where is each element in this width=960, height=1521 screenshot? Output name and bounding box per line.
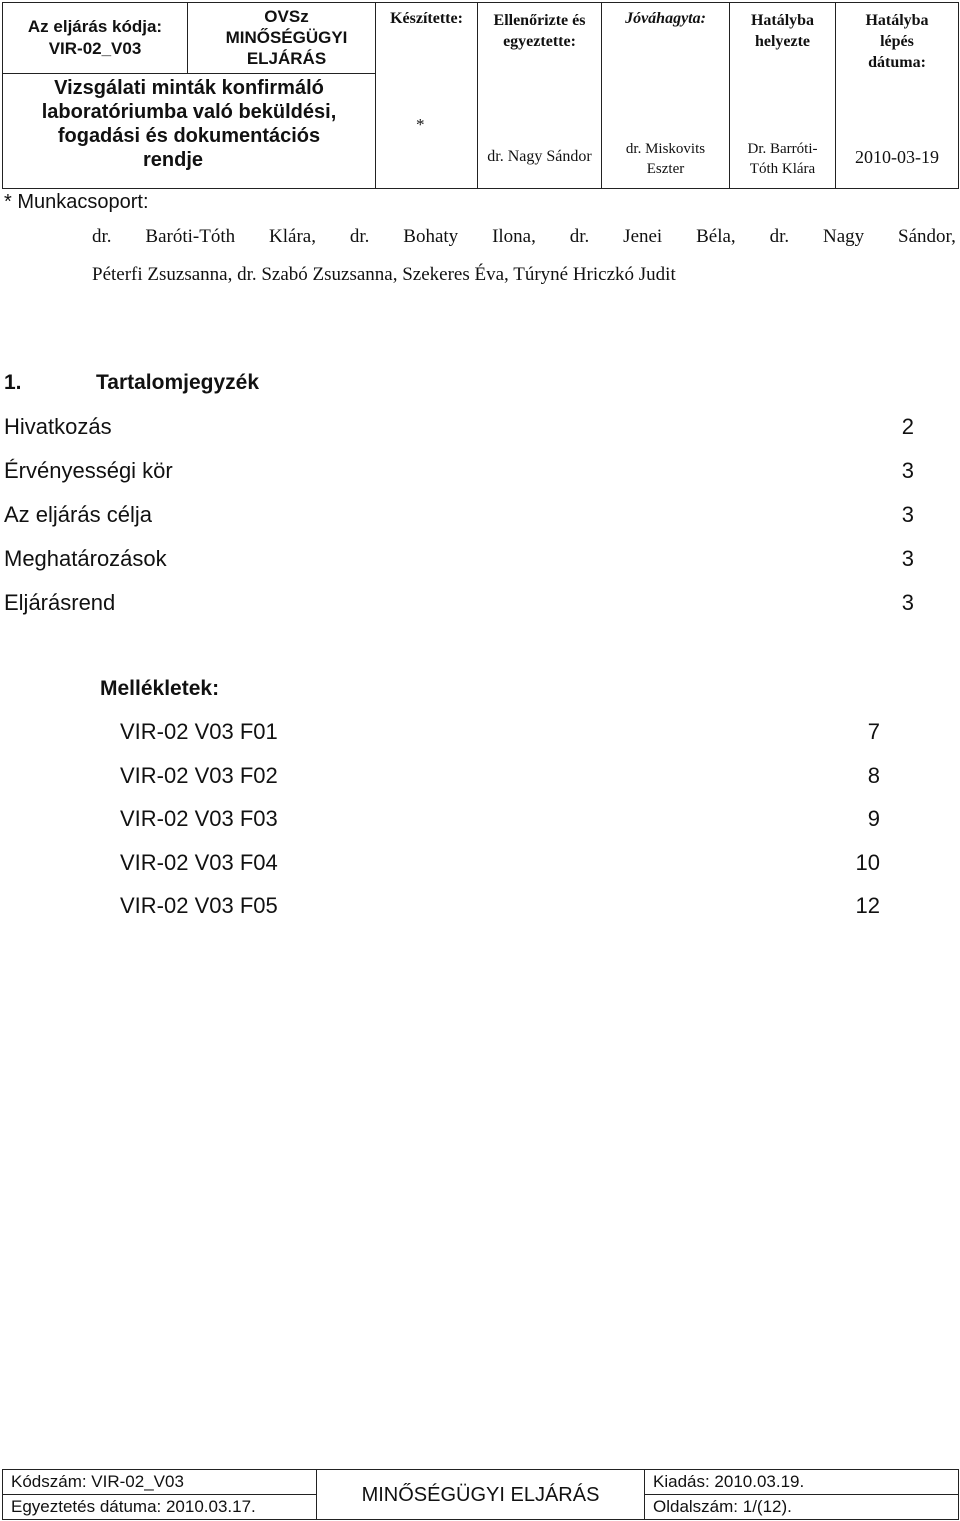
appendix-item[interactable] — [120, 850, 880, 876]
prepared-label: Készítette: — [390, 10, 463, 27]
code-cell — [3, 3, 188, 74]
toc-item-label: Érvényességi kör — [4, 458, 173, 483]
title-line-4: rendje — [143, 149, 204, 171]
appendix-item-label: VIR-02 V03 F03 — [120, 806, 278, 831]
title-line-3: fogadási és dokumentációs — [57, 125, 321, 147]
appendix-item[interactable] — [120, 893, 880, 919]
toc-heading-number: 1. — [4, 371, 22, 394]
workgroup-word: dr. — [349, 226, 370, 247]
appendix-item[interactable] — [120, 719, 880, 745]
toc-item-label: Meghatározások — [4, 546, 167, 571]
approved-label: Jóváhagyta: — [625, 10, 706, 27]
workgroup-word: Baróti-Tóth — [145, 226, 236, 247]
appendix-item-label: VIR-02 V03 F04 — [120, 849, 278, 875]
title-cell — [3, 74, 376, 189]
toc-heading: Tartalomjegyzék — [96, 371, 260, 394]
footer-code: Kódszám: VIR-02_V03 — [3, 1470, 317, 1495]
approved-value-2: Eszter — [646, 161, 685, 177]
code-label: Az eljárás kódja: — [27, 17, 163, 36]
toc-item[interactable] — [4, 458, 914, 484]
toc-item-label: Az eljárás célja — [4, 502, 152, 527]
appendix-item[interactable] — [120, 806, 880, 832]
date-label-1: Hatályba — [865, 12, 929, 29]
org-line-1: OVSz — [264, 7, 309, 26]
workgroup-names-line-1 — [92, 226, 956, 248]
checked-label-2: egyeztette: — [503, 33, 576, 50]
toc-item-page: 3 — [901, 502, 914, 527]
prepared-value: * — [416, 115, 425, 134]
appendix-item-page: 8 — [867, 762, 880, 788]
workgroup-word: dr. — [92, 226, 112, 247]
footer-agreed: Egyeztetés dátuma: 2010.03.17. — [3, 1495, 317, 1520]
toc-item[interactable] — [4, 590, 914, 616]
effective-cell — [730, 3, 836, 189]
toc-item-label: Eljárásrend — [4, 590, 116, 615]
workgroup-word: Béla, — [696, 226, 736, 247]
appendix-item[interactable] — [120, 763, 880, 789]
toc-item-label: Hivatkozás — [4, 414, 112, 439]
workgroup-word: Nagy — [823, 226, 865, 247]
approved-value-1: dr. Miskovits — [625, 141, 706, 157]
appendix-item-page: 9 — [867, 806, 880, 831]
toc-item-page: 2 — [901, 414, 914, 439]
toc-item[interactable] — [4, 546, 914, 572]
workgroup-word: Ilona, — [492, 226, 536, 247]
org-cell — [188, 3, 376, 74]
prepared-cell — [376, 3, 478, 189]
toc-item[interactable] — [4, 502, 914, 528]
workgroup-word: dr. — [569, 226, 590, 247]
date-label-3: dátuma: — [868, 54, 926, 71]
toc-item-page: 3 — [901, 458, 914, 483]
workgroup-word: Jenei — [623, 226, 663, 247]
workgroup-label: * Munkacsoport: — [4, 191, 149, 213]
toc-item-page: 3 — [901, 590, 914, 615]
workgroup-word: Bohaty — [403, 226, 459, 247]
approved-cell — [602, 3, 730, 189]
footer-center: MINŐSÉGÜGYI ELJÁRÁS — [317, 1470, 645, 1520]
appendix-item-label: VIR-02 V03 F01 — [120, 719, 278, 744]
footer-page: Oldalszám: 1/(12). — [645, 1495, 959, 1520]
header-table — [2, 2, 959, 189]
footer-table — [2, 1469, 959, 1520]
appendix-item-page: 12 — [855, 893, 880, 918]
workgroup-word: Klára, — [269, 226, 316, 247]
toc-item-page: 3 — [901, 546, 914, 571]
appendix-item-label: VIR-02 V03 F05 — [120, 893, 278, 918]
workgroup-word: Sándor, — [898, 226, 956, 247]
appendix-item-page: 10 — [855, 849, 880, 875]
workgroup-word: dr. — [769, 226, 790, 247]
title-line-1: Vizsgálati minták konfirmáló — [54, 77, 324, 99]
effective-label-1: Hatályba — [750, 12, 815, 29]
effective-label-2: helyezte — [754, 33, 811, 50]
date-cell — [836, 3, 959, 189]
appendix-item-page: 7 — [867, 719, 880, 744]
appendix-item-label: VIR-02 V03 F02 — [120, 762, 278, 788]
org-line-2: MINŐSÉGÜGYI — [225, 28, 348, 47]
effective-value-2: Tóth Klára — [749, 161, 816, 177]
checked-value: dr. Nagy Sándor — [487, 148, 592, 165]
org-line-3: ELJÁRÁS — [246, 49, 327, 68]
date-label-2: lépés — [880, 33, 914, 50]
footer-issue: Kiadás: 2010.03.19. — [645, 1470, 959, 1495]
toc-item[interactable] — [4, 414, 914, 440]
effective-value-1: Dr. Barróti- — [747, 141, 818, 157]
checked-cell — [478, 3, 602, 189]
checked-label-1: Ellenőrizte és — [493, 12, 586, 29]
appendix-heading: Mellékletek: — [100, 677, 220, 700]
title-line-2: laboratóriumba való beküldési, — [41, 101, 337, 123]
workgroup-names-line-2: Péterfi Zsuzsanna, dr. Szabó Zsuzsanna, Szekeres Éva, Túryné Hriczkó Judit — [92, 264, 676, 285]
date-value: 2010-03-19 — [855, 147, 939, 167]
code-value: VIR-02_V03 — [48, 39, 142, 58]
